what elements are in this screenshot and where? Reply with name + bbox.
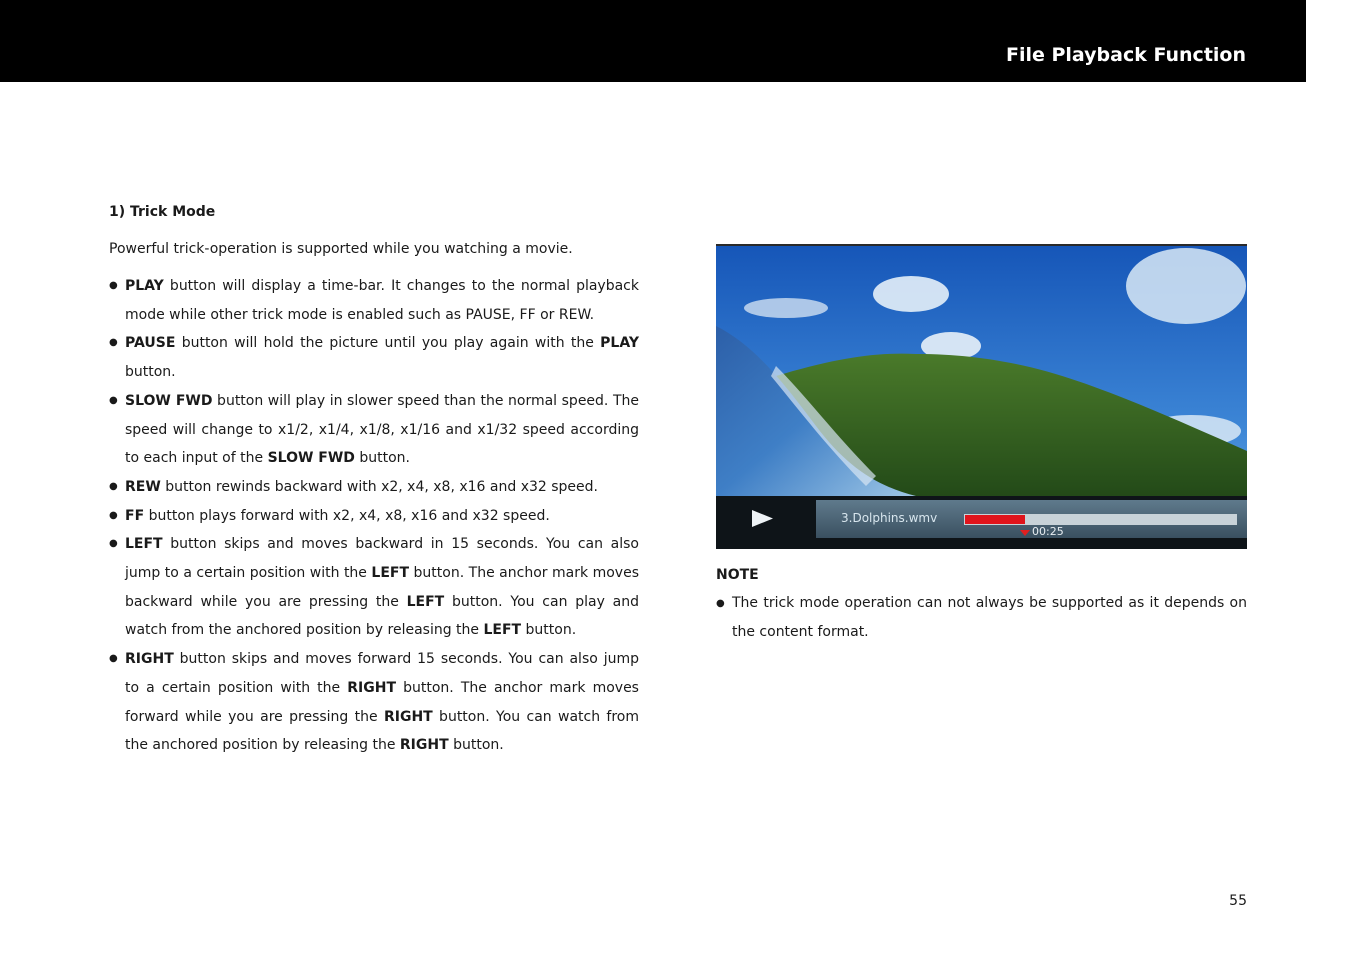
bullet-text: button. [521, 622, 577, 639]
bullet-item [109, 473, 639, 502]
bullet-text: button. [448, 737, 504, 754]
bullet-keyword: FF [125, 507, 145, 524]
bullet-keyword: REW [125, 478, 161, 495]
bullet-text: button skips and moves forward 15 seconds. You can also jump to a certain position with the [125, 651, 639, 696]
cloud [1126, 248, 1246, 324]
bullet-keyword: LEFT [371, 565, 410, 582]
bullet-item [109, 329, 639, 386]
bullet-item [109, 530, 639, 645]
bullet-keyword: PLAY [600, 335, 639, 352]
note-item: ● The trick mode operation can not always be supported as it depends on the content format. [716, 589, 1247, 647]
bullet-keyword: SLOW FWD [267, 450, 355, 467]
bullet-text: button. You can watch from the anchored position by releasing the [125, 708, 639, 754]
bullet-text: button rewinds backward with x2, x4, x8, x16 and x32 speed. [160, 478, 598, 495]
bullet-keyword: LEFT [406, 593, 445, 610]
bullet-item [109, 272, 639, 329]
cloud [873, 276, 949, 312]
playback-screenshot [716, 244, 1247, 549]
bullet-text: button will hold the picture until you play again with the [175, 335, 601, 352]
bullet-keyword: RIGHT [125, 651, 174, 668]
bullet-keyword: RIGHT [399, 737, 449, 754]
bullet-text: button. [125, 364, 176, 381]
bullet-keyword: SLOW FWD [125, 392, 213, 409]
bullet-text: button plays forward with x2, x4, x8, x16 and x32 speed. [144, 507, 550, 524]
bullet-keyword: LEFT [125, 536, 163, 553]
cloud [744, 298, 828, 318]
bullet-text: button. [354, 450, 410, 467]
bullet-keyword: PAUSE [125, 335, 176, 352]
progress-fill [965, 515, 1025, 524]
bullet-keyword: PLAY [125, 278, 164, 294]
osd-filename: 3.Dolphins.wmv [841, 511, 938, 525]
bullet-item [109, 387, 639, 473]
note-title: NOTE [716, 567, 759, 583]
page-header [0, 0, 1306, 82]
note-list [716, 589, 1247, 647]
bullet-keyword: LEFT [483, 622, 522, 639]
trick-mode-bullet-list [109, 272, 639, 760]
bullet-text: button. The anchor mark moves backward while you are pressing the [125, 565, 639, 610]
bullet-text: button will play in slower speed than the normal speed. The speed will change to x1/2, x1/4, x1/8, x1/16 and x1/32 speed according to each input of the [125, 392, 639, 467]
bullet-text: button. You can play and watch from the anchored position by releasing the [125, 593, 639, 639]
bullet-keyword: RIGHT [347, 679, 396, 696]
trick-mode-section [109, 202, 639, 760]
bullet-item [109, 502, 639, 531]
page-number: 55 [1229, 893, 1247, 909]
section-intro: Powerful trick-operation is supported while you watching a movie. [109, 241, 573, 257]
playback-scene [716, 246, 1247, 549]
bullet-text: button skips and moves backward in 15 seconds. You can also jump to a certain position with the [125, 536, 639, 582]
bullet-item [109, 645, 639, 760]
header-title: File Playback Function [1005, 44, 1246, 66]
bullet-text: button will display a time-bar. It changes to the normal playback mode while other trick mode is enabled such as PAUSE, FF or REW. [125, 278, 639, 323]
bullet-text: button. The anchor mark moves forward while you are pressing the [125, 679, 639, 725]
osd-time: 00:25 [1032, 525, 1064, 538]
bullet-keyword: RIGHT [383, 708, 433, 725]
section-title: 1) Trick Mode [109, 204, 216, 220]
